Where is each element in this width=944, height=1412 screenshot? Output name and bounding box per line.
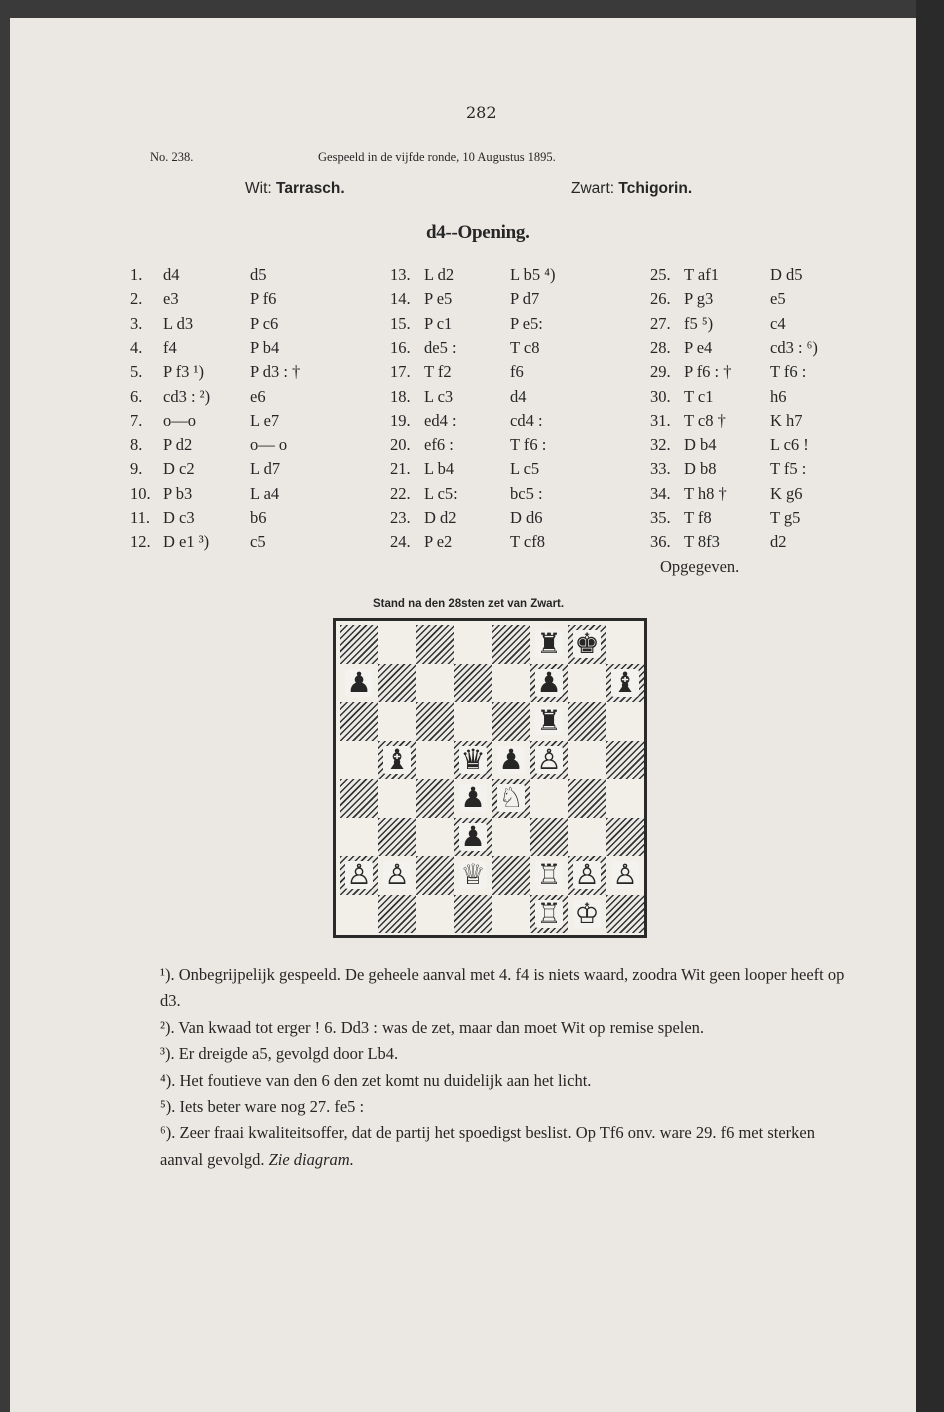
black-move: L c5 [510,459,540,479]
move-number: 9. [130,459,143,479]
footnotes [160,962,850,1173]
board-square [606,895,644,934]
move-number: 11. [130,508,151,527]
white-move: P c1 [424,313,453,333]
chess-piece-icon: ♖ [536,858,562,892]
board-square [416,856,454,895]
board-square [378,664,416,703]
move-number: 34. [650,483,671,503]
black-label: Zwart: [571,180,615,197]
black-move: d2 [770,532,787,552]
white-move: L d2 [424,265,455,284]
chess-piece-icon: ♚ [574,627,600,661]
white-move: T f2 [424,362,452,382]
black-move: L d7 [250,459,281,479]
white-move: D b8 [684,459,717,479]
move-number: 7. [130,410,143,430]
board-square [378,741,416,780]
footnote [160,1120,850,1173]
white-move: T 8f3 [684,532,720,552]
black-move: e6 [250,386,266,406]
black-name: Tchigorin. [618,180,693,197]
move-number: 20. [390,435,411,455]
board-square [568,625,606,664]
white-name: Tarrasch. [276,180,345,197]
black-move: P b4 [250,337,280,357]
board-square [340,625,378,664]
board-square [454,625,492,664]
chess-piece-icon: ♝ [384,742,410,776]
chess-piece-icon: ♕ [460,858,486,892]
white-move: T af1 [684,265,719,284]
black-move: f6 [510,362,524,382]
board-square [492,741,530,780]
white-move: D c2 [163,459,195,479]
board-square [378,702,416,741]
footnote-mark: ²). [160,1017,175,1037]
black-move: cd4 : [510,410,543,430]
white-move: f4 [163,337,177,357]
board-square [340,779,378,818]
black-move: T cf8 [510,532,545,552]
black-move: d5 [250,265,267,284]
footnote-text: Er dreigde a5, gevolgd door Lb4. [174,1044,399,1064]
board-square [454,856,492,895]
move-number: 26. [650,289,671,309]
white-move: o—o [163,410,196,430]
page-number: 282 [466,103,497,122]
chess-piece-icon: ♛ [460,742,486,776]
black-move: e5 [770,289,786,309]
footnote-mark: ³). [160,1044,175,1064]
move-number: 27. [650,313,671,333]
black-move: P c6 [250,313,279,333]
board-square [340,664,378,703]
board-square [606,856,644,895]
move-number: 36. [650,532,671,552]
white-move: L c3 [424,386,454,406]
white-move: P f6 : † [684,362,732,382]
footnote-text: Het foutieve van den 6 den zet komt nu duidelijk aan het licht. [175,1070,592,1090]
board-square [568,895,606,934]
white-move: ed4 : [424,410,457,430]
footnote [160,1015,850,1041]
black-move: c4 [770,313,786,333]
white-move: D c3 [163,508,195,527]
black-move: T f6 : [770,362,807,382]
white-move: T c8 † [684,410,726,430]
move-number: 13. [390,265,411,284]
move-number: 25. [650,265,671,284]
white-move: T c1 [684,386,714,406]
move-number: 30. [650,386,671,406]
board-square [454,664,492,703]
board-square [492,779,530,818]
board-square [340,702,378,741]
board-square [530,741,568,780]
white-player [245,180,345,198]
board-square [492,895,530,934]
chess-piece-icon: ♙ [536,742,562,776]
board-square [492,702,530,741]
board-square [606,818,644,857]
black-move: b6 [250,508,267,527]
board-square [378,625,416,664]
board-square [568,741,606,780]
chess-piece-icon: ♙ [384,858,410,892]
white-move: P f3 ¹) [163,362,205,382]
board-square [530,625,568,664]
move-number: 24. [390,532,411,552]
board-square [378,895,416,934]
chess-piece-icon: ♙ [612,858,638,892]
board-square [416,818,454,857]
move-number: 10. [130,483,151,503]
black-move: T f5 : [770,459,807,479]
chess-piece-icon: ♖ [536,896,562,930]
move-number: 2. [130,289,143,309]
board-square [530,702,568,741]
footnote-text: Iets beter ware nog 27. fe5 : [175,1097,365,1117]
move-number: 1. [130,265,143,284]
black-move: P d3 : † [250,362,301,382]
white-move: L b4 [424,459,455,479]
footnote [160,962,850,1015]
move-number: 5. [130,362,143,382]
move-number: 18. [390,386,411,406]
resigned-label: Opgegeven. [660,557,740,576]
board-square [454,895,492,934]
move-number: 28. [650,337,671,357]
page-edge [916,0,944,1412]
board-square [378,818,416,857]
move-number: 8. [130,435,143,455]
board-square [568,779,606,818]
board-square [340,895,378,934]
move-number: 14. [390,289,411,309]
black-move: T c8 [510,337,540,357]
black-move: L c6 ! [770,435,809,455]
board-square [492,625,530,664]
board-square [378,779,416,818]
chess-piece-icon: ♘ [498,781,524,815]
white-move: P g3 [684,289,714,309]
white-move: L d3 [163,313,194,333]
board-square [492,664,530,703]
chess-piece-icon: ♟ [460,819,486,853]
move-number: 35. [650,508,671,527]
footnote-reference: Zie diagram. [264,1149,354,1169]
footnote-mark: ⁴). [160,1070,176,1090]
board-square [492,856,530,895]
move-number: 29. [650,362,671,382]
board-square [568,818,606,857]
board-square [454,741,492,780]
board-square [606,625,644,664]
move-number: 12. [130,532,151,552]
move-number: 31. [650,410,671,430]
board-square [568,702,606,741]
black-move: T f6 : [510,435,547,455]
board-grid [340,625,640,933]
black-move: cd3 : ⁶) [770,337,818,357]
chess-diagram [333,618,647,938]
black-move: P e5: [510,313,543,333]
black-move: L a4 [250,483,280,503]
black-move: D d5 [770,265,803,284]
board-square [530,895,568,934]
board-square [530,664,568,703]
white-move: T h8 † [684,483,727,503]
chess-piece-icon: ♙ [346,858,372,892]
black-move: c5 [250,532,266,552]
footnote-mark: ⁵). [160,1097,176,1117]
black-move: o— o [250,435,288,455]
board-square [530,779,568,818]
black-move: P d7 [510,289,540,309]
black-move: K h7 [770,410,803,430]
black-move: D d6 [510,508,543,527]
footnote [160,1068,850,1094]
move-number: 16. [390,337,411,357]
white-move: e3 [163,289,179,309]
footnote-text: Zeer fraai kwaliteitsoffer, dat de partij het spoedigst beslist. Op Tf6 onv. ware 29. f6 met sterken aanval gevolgd. [160,1123,815,1169]
board-square [340,818,378,857]
footnote-text: Onbegrijpelijk gespeeld. De geheele aanval met 4. f4 is niets waard, zoodra Wit geen looper heeft op d3. [160,965,845,1011]
board-square [568,664,606,703]
black-move: bc5 : [510,483,543,503]
white-move: D d2 [424,508,457,527]
white-move: L c5: [424,483,458,503]
white-label: Wit: [245,180,272,197]
white-move: d4 [163,265,180,284]
chess-piece-icon: ♔ [574,896,600,930]
white-move: f5 ⁵) [684,313,714,333]
board-square [606,741,644,780]
chess-piece-icon: ♟ [536,665,562,699]
board-square [416,664,454,703]
move-number: 17. [390,362,411,382]
move-number: 4. [130,337,143,357]
black-move: L b5 ⁴) [510,265,556,284]
move-number: 3. [130,313,143,333]
board-square [492,818,530,857]
white-move: D e1 ³) [163,532,210,552]
board-square [454,779,492,818]
board-square [340,856,378,895]
move-number: 23. [390,508,411,527]
black-move: L e7 [250,410,280,430]
chess-piece-icon: ♟ [460,781,486,815]
black-move: d4 [510,386,527,406]
board-square [606,779,644,818]
chess-piece-icon: ♟ [346,665,372,699]
chess-piece-icon: ♙ [574,858,600,892]
move-number: 19. [390,410,411,430]
white-move: T f8 [684,508,712,527]
game-number: No. 238. [150,150,194,164]
move-number: 33. [650,459,671,479]
white-move: D b4 [684,435,717,455]
footnote [160,1094,850,1120]
chess-piece-icon: ♝ [612,665,638,699]
black-move: K g6 [770,483,803,503]
board-square [340,741,378,780]
footnote [160,1041,850,1067]
board-square [416,741,454,780]
footnote-mark: ⁶). [160,1123,176,1143]
chess-piece-icon: ♟ [498,742,524,776]
diagram-caption: Stand na den 28sten zet van Zwart. [373,598,565,610]
board-square [416,702,454,741]
white-move: cd3 : ²) [163,386,211,406]
move-number: 22. [390,483,411,503]
move-number: 32. [650,435,671,455]
white-move: P b3 [163,483,193,503]
move-number: 21. [390,459,411,479]
white-move: P e4 [684,337,713,357]
move-number: 15. [390,313,411,333]
white-move: P e5 [424,289,453,309]
board-square [454,702,492,741]
black-move: T g5 [770,508,801,527]
board-square [416,625,454,664]
white-move: ef6 : [424,435,454,455]
black-move: P f6 [250,289,277,309]
board-square [378,856,416,895]
chess-piece-icon: ♜ [536,704,562,738]
white-move: de5 : [424,337,457,357]
white-move: P e2 [424,532,453,552]
footnote-mark: ¹). [160,965,175,984]
opening-title: d4--Opening. [426,222,530,243]
footnote-text: Van kwaad tot erger ! 6. Dd3 : was de zet, maar dan moet Wit op remise spelen. [174,1017,705,1037]
white-move: P d2 [163,435,193,455]
board-square [416,895,454,934]
board-square [606,664,644,703]
board-square [606,702,644,741]
black-player [571,180,692,198]
board-square [530,818,568,857]
board-square [454,818,492,857]
black-move: h6 [770,386,787,406]
chess-piece-icon: ♜ [536,627,562,661]
board-square [530,856,568,895]
game-info: Gespeeld in de vijfde ronde, 10 Augustus 1895. [318,150,556,164]
board-square [568,856,606,895]
move-number: 6. [130,386,143,406]
board-square [416,779,454,818]
